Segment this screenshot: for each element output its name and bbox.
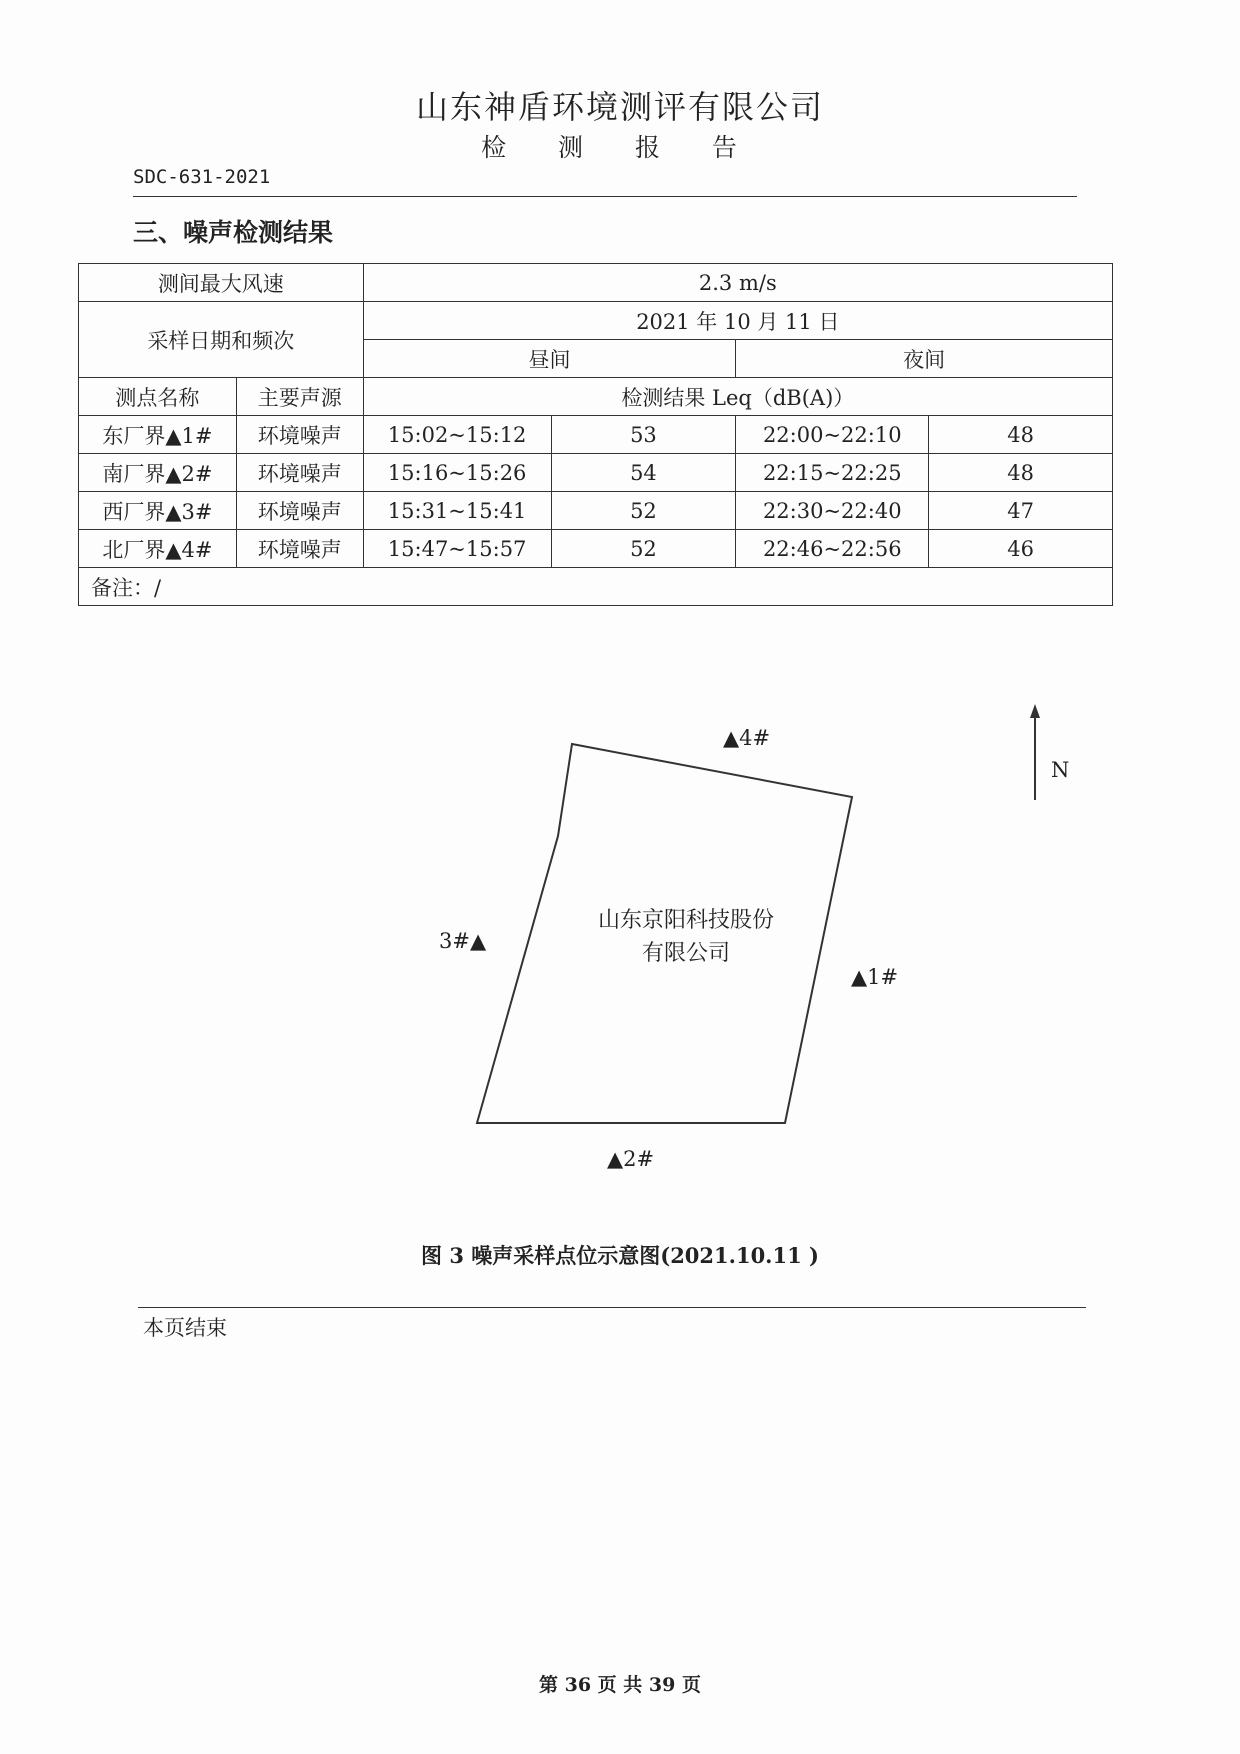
company-name: 山东神盾环境测评有限公司 [415, 88, 824, 126]
night-value: 46 [929, 530, 1113, 568]
night-time: 22:00~22:10 [736, 416, 929, 454]
site-name-line2: 有限公司 [641, 941, 731, 966]
figure-caption: 图 3 噪声采样点位示意图(2021.10.11 ) [421, 1243, 819, 1268]
site-boundary [477, 744, 852, 1123]
sampling-label: 采样日期和频次 [79, 302, 364, 378]
day-value: 52 [551, 492, 736, 530]
day-time: 15:31~15:41 [363, 492, 551, 530]
night-time: 22:30~22:40 [736, 492, 929, 530]
point-name: 北厂界▲4# [79, 530, 237, 568]
night-value: 48 [929, 454, 1113, 492]
noise-source: 环境噪声 [236, 416, 363, 454]
col-source-header: 主要声源 [236, 378, 363, 416]
north-arrow-icon [1030, 704, 1040, 800]
col-result-header: 检测结果 Leq（dB(A)） [363, 378, 1112, 416]
noise-source: 环境噪声 [236, 492, 363, 530]
section-title: 三、噪声检测结果 [133, 218, 334, 247]
site-name-line1: 山东京阳科技股份 [597, 908, 775, 933]
sampling-date: 2021 年 10 月 11 日 [363, 302, 1112, 340]
col-point-header: 测点名称 [79, 378, 237, 416]
day-value: 52 [551, 530, 736, 568]
point-name: 南厂界▲2# [79, 454, 237, 492]
night-time: 22:46~22:56 [736, 530, 929, 568]
day-value: 53 [551, 416, 736, 454]
end-divider [138, 1307, 1086, 1308]
day-time: 15:02~15:12 [363, 416, 551, 454]
north-label: N [1051, 758, 1070, 782]
report-code: SDC-631-2021 [133, 166, 271, 188]
night-value: 47 [929, 492, 1113, 530]
night-time: 22:15~22:25 [736, 454, 929, 492]
point-name: 东厂界▲1# [79, 416, 237, 454]
end-of-page-note: 本页结束 [143, 1316, 227, 1340]
noise-source: 环境噪声 [236, 530, 363, 568]
day-value: 54 [551, 454, 736, 492]
day-label: 昼间 [363, 340, 736, 378]
day-time: 15:16~15:26 [363, 454, 551, 492]
table-note: 备注：/ [79, 568, 1113, 606]
wind-label: 测间最大风速 [79, 264, 364, 302]
point-name: 西厂界▲3# [79, 492, 237, 530]
wind-value: 2.3 m/s [363, 264, 1112, 302]
point-4-marker: ▲4# [723, 726, 771, 750]
point-1-marker: ▲1# [851, 965, 899, 989]
report-title: 检 测 报 告 [481, 133, 759, 162]
point-2-marker: ▲2# [607, 1147, 655, 1171]
point-3-marker: 3#▲ [439, 929, 487, 953]
night-label: 夜间 [736, 340, 1113, 378]
noise-source: 环境噪声 [236, 454, 363, 492]
page-number: 第 36 页 共 39 页 [539, 1674, 701, 1696]
day-time: 15:47~15:57 [363, 530, 551, 568]
night-value: 48 [929, 416, 1113, 454]
